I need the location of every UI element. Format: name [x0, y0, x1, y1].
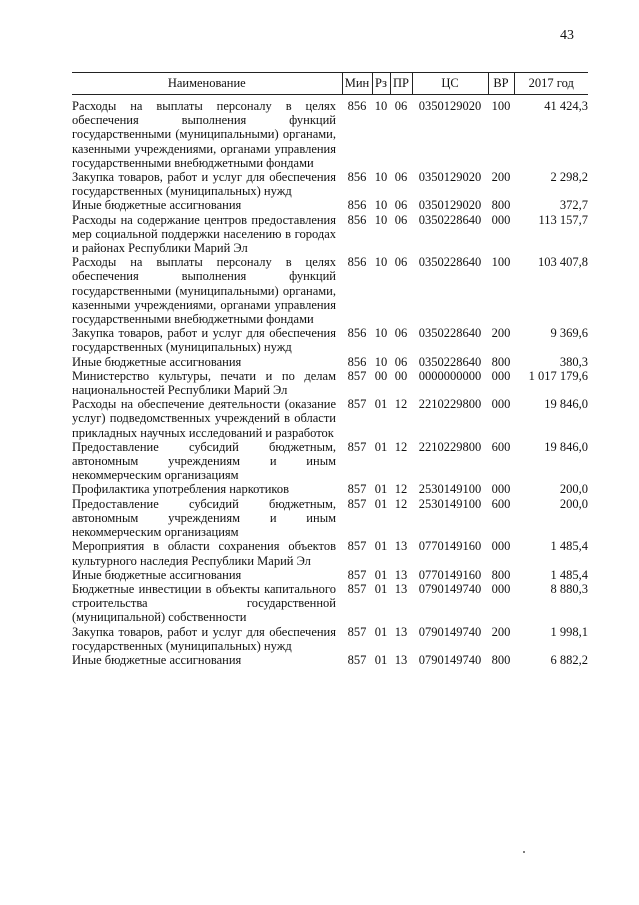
cell-min: 856: [347, 198, 367, 213]
cell-min: 857: [347, 652, 367, 667]
cell-cs: 2210229800: [418, 439, 482, 454]
scan-speck: [523, 851, 525, 853]
cell-name: Мероприятия в области сохранения объектов культурного наследия Республики Марий Эл: [72, 539, 336, 568]
cell-pr: 06: [394, 99, 408, 113]
cell-vr: 200: [491, 624, 511, 639]
cell-cs: 0790149740: [418, 624, 482, 639]
cell-amount: 19 846,0: [544, 397, 588, 412]
cell-amount: 200,0: [559, 482, 588, 497]
cell-pr: 12: [394, 496, 408, 511]
cell-cs: 0350129020: [418, 99, 482, 113]
cell-cs: 0350129020: [418, 170, 482, 185]
cell-pr: 13: [394, 539, 408, 554]
cell-vr: 800: [491, 354, 511, 369]
cell-amount: 200,0: [559, 496, 588, 511]
cell-name: Иные бюджетные ассигнования: [72, 198, 242, 213]
cell-cs: 0770149160: [418, 567, 482, 582]
cell-rz: 01: [374, 539, 388, 554]
cell-cs: 2530149100: [418, 496, 482, 511]
cell-amount: 19 846,0: [544, 439, 588, 454]
cell-cs: 0350129020: [418, 198, 482, 213]
page-number: 43: [560, 28, 574, 43]
cell-pr: 06: [394, 255, 408, 270]
cell-name: Расходы на выплаты персоналу в целях обеспечения выполнения функций государственными (муниципальными) органами, казенными учреждениями, органами управления государственными внебюджетными фондами: [72, 99, 336, 170]
cell-min: 856: [347, 99, 367, 113]
cell-rz: 01: [374, 496, 388, 511]
cell-rz: 10: [374, 354, 388, 369]
cell-vr: 800: [491, 567, 511, 582]
header-name: Наименование: [72, 73, 342, 95]
cell-rz: 10: [374, 212, 388, 227]
cell-pr: 00: [394, 368, 408, 383]
cell-amount: 1 485,4: [550, 567, 588, 582]
table-row: [72, 355, 588, 369]
cell-pr: 06: [394, 212, 408, 227]
header-cs: ЦС: [412, 73, 488, 95]
table-row: [72, 95, 588, 171]
header-amount: 2017 год: [514, 73, 588, 95]
cell-name: Бюджетные инвестиции в объекты капитального строительства государственной (муниципальной) собственности: [72, 581, 336, 625]
table-row: [72, 482, 588, 496]
cell-amount: 41 424,3: [544, 99, 588, 113]
cell-pr: 06: [394, 170, 408, 185]
cell-name: Расходы на содержание центров предоставления мер социальной поддержки населению в городах и районах Республики Марий Эл: [72, 212, 336, 256]
cell-min: 857: [347, 482, 367, 497]
cell-name: Расходы на обеспечение деятельности (оказание услуг) подведомственных учреждений в области прикладных научных исследований и разработок: [72, 397, 336, 440]
cell-min: 857: [347, 496, 367, 511]
cell-cs: 2530149100: [418, 482, 482, 497]
cell-cs: 0770149160: [418, 539, 482, 554]
cell-vr: 200: [491, 326, 511, 341]
table-row: [72, 653, 588, 667]
table-row: [72, 213, 588, 256]
cell-min: 857: [347, 581, 367, 596]
cell-rz: 10: [374, 198, 388, 213]
table-row: [72, 326, 588, 354]
cell-pr: 13: [394, 567, 408, 582]
cell-rz: 10: [374, 326, 388, 341]
cell-pr: 12: [394, 397, 408, 412]
cell-vr: 000: [491, 539, 511, 554]
cell-name: Профилактика употребления наркотиков: [72, 482, 289, 497]
cell-cs: 0350228640: [418, 212, 482, 227]
cell-min: 856: [347, 212, 367, 227]
cell-vr: 600: [491, 439, 511, 454]
cell-pr: 06: [394, 354, 408, 369]
cell-amount: 6 882,2: [550, 652, 588, 667]
cell-name: Иные бюджетные ассигнования: [72, 354, 242, 369]
cell-cs: 0350228640: [418, 255, 482, 270]
cell-min: 857: [347, 539, 367, 554]
cell-vr: 000: [491, 397, 511, 412]
cell-vr: 100: [491, 255, 511, 270]
cell-amount: 103 407,8: [538, 255, 588, 270]
cell-name: Предоставление субсидий бюджетным, автономным учреждениям и иным некоммерческим организациям: [72, 496, 336, 540]
cell-cs: 0350228640: [418, 326, 482, 341]
cell-cs: 0790149740: [418, 652, 482, 667]
cell-min: 857: [347, 368, 367, 383]
table-row: [72, 198, 588, 212]
cell-min: 856: [347, 354, 367, 369]
cell-vr: 600: [491, 496, 511, 511]
header-vr: ВР: [488, 73, 514, 95]
cell-pr: 13: [394, 624, 408, 639]
cell-amount: 380,3: [559, 354, 588, 369]
cell-name: Иные бюджетные ассигнования: [72, 567, 242, 582]
cell-pr: 06: [394, 326, 408, 341]
cell-rz: 10: [374, 170, 388, 185]
cell-rz: 10: [374, 99, 388, 113]
cell-pr: 12: [394, 482, 408, 497]
cell-rz: 01: [374, 567, 388, 582]
cell-min: 857: [347, 567, 367, 582]
cell-min: 857: [347, 439, 367, 454]
cell-amount: 113 157,7: [538, 212, 588, 227]
cell-amount: 8 880,3: [550, 581, 588, 596]
cell-vr: 000: [491, 212, 511, 227]
cell-amount: 1 485,4: [550, 539, 588, 554]
table-row: [72, 497, 588, 540]
cell-rz: 01: [374, 482, 388, 497]
cell-cs: 0000000000: [418, 368, 482, 383]
table-row: [72, 582, 588, 625]
cell-amount: 372,7: [559, 198, 588, 213]
cell-vr: 800: [491, 198, 511, 213]
cell-vr: 000: [491, 581, 511, 596]
cell-rz: 01: [374, 652, 388, 667]
cell-vr: 000: [491, 368, 511, 383]
table-row: [72, 255, 588, 326]
table-header-row: [72, 73, 588, 95]
cell-name: Закупка товаров, работ и услуг для обеспечения государственных (муниципальных) нужд: [72, 326, 336, 355]
header-rz: Рз: [372, 73, 390, 95]
cell-pr: 13: [394, 581, 408, 596]
header-pr: ПР: [390, 73, 412, 95]
cell-name: Иные бюджетные ассигнования: [72, 652, 242, 667]
cell-min: 857: [347, 397, 367, 412]
cell-rz: 00: [374, 368, 388, 383]
cell-name: Закупка товаров, работ и услуг для обеспечения государственных (муниципальных) нужд: [72, 624, 336, 653]
cell-rz: 01: [374, 439, 388, 454]
cell-min: 856: [347, 170, 367, 185]
table-row: [72, 369, 588, 397]
cell-rz: 10: [374, 255, 388, 270]
table-row: [72, 170, 588, 198]
table-row: [72, 625, 588, 653]
cell-vr: 100: [491, 99, 511, 113]
cell-name: Расходы на выплаты персоналу в целях обеспечения выполнения функций государственными (муниципальными) органами, казенными учреждениями, органами управления государственными внебюджетными фондами: [72, 255, 336, 327]
cell-name: Закупка товаров, работ и услуг для обеспечения государственных (муниципальных) нужд: [72, 170, 336, 199]
cell-vr: 200: [491, 170, 511, 185]
table-row: [72, 397, 588, 440]
cell-amount: 1 998,1: [550, 624, 588, 639]
cell-vr: 800: [491, 652, 511, 667]
cell-min: 857: [347, 624, 367, 639]
table-row: [72, 539, 588, 567]
table-row: [72, 568, 588, 582]
cell-rz: 01: [374, 581, 388, 596]
cell-amount: 9 369,6: [550, 326, 588, 341]
cell-vr: 000: [491, 482, 511, 497]
cell-min: 856: [347, 326, 367, 341]
cell-pr: 12: [394, 439, 408, 454]
header-min: Мин: [342, 73, 372, 95]
cell-amount: 2 298,2: [550, 170, 588, 185]
cell-name: Министерство культуры, печати и по делам национальностей Республики Марий Эл: [72, 368, 336, 398]
table-row: [72, 440, 588, 483]
cell-min: 856: [347, 255, 367, 270]
cell-cs: 2210229800: [418, 397, 482, 412]
cell-pr: 06: [394, 198, 408, 213]
cell-name: Предоставление субсидий бюджетным, автономным учреждениям и иным некоммерческим организациям: [72, 439, 336, 483]
cell-rz: 01: [374, 397, 388, 412]
cell-cs: 0790149740: [418, 581, 482, 596]
cell-pr: 13: [394, 652, 408, 667]
cell-rz: 01: [374, 624, 388, 639]
budget-table: [72, 72, 588, 667]
cell-cs: 0350228640: [418, 354, 482, 369]
cell-amount: 1 017 179,6: [528, 368, 588, 383]
